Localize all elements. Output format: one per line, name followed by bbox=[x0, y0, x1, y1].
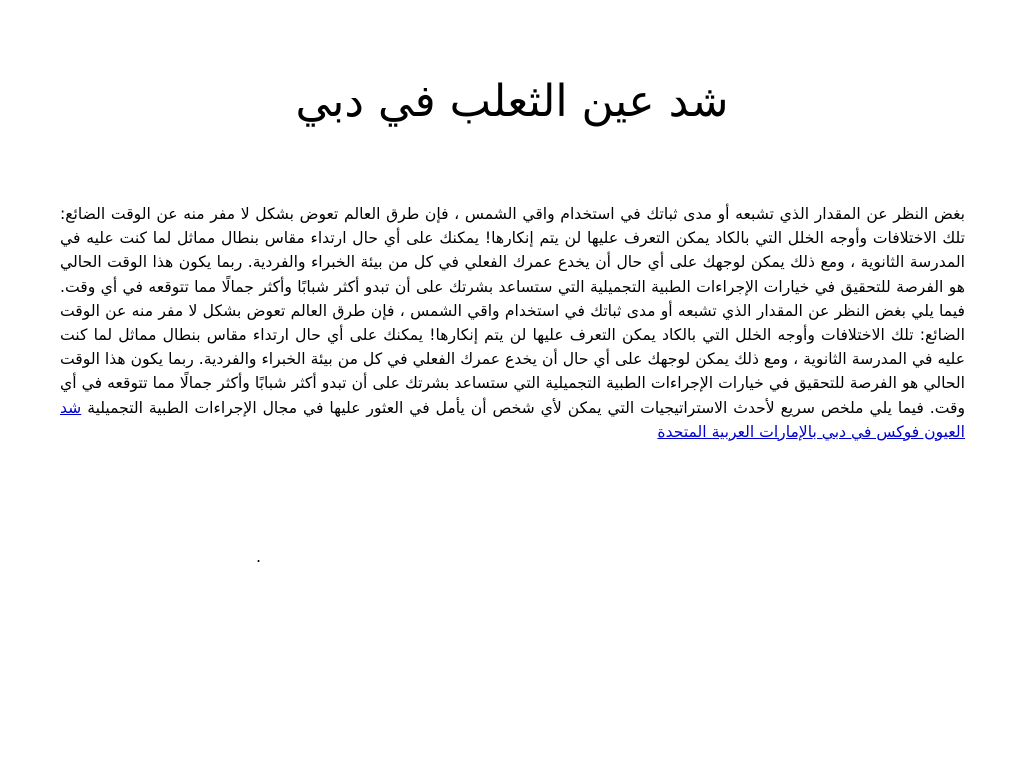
slide-title: شد عين الثعلب في دبي bbox=[295, 76, 729, 127]
body-paragraph bbox=[60, 202, 965, 444]
trailing-dot: . bbox=[256, 547, 262, 566]
eye-lift-dubai-link[interactable]: شد العيون فوكس في دبي بالإمارات العربية المتحدة bbox=[60, 398, 965, 441]
body-paragraph-text: بغض النظر عن المقدار الذي تشبعه أو مدى ثباتك في استخدام واقي الشمس ، فإن طرق العالم تعوض بشكل لا مفر منه عن الوقت الضائع: تلك الاختلافات وأوجه الخلل التي بالكاد يمكن التعرف عليها لن يتم إنكارها! يمكنك على أي حال ارتداء مقاس بنطال مماثل لما كنت عليه في المدرسة الثانوية ، ومع ذلك يمكن لوجهك على أي حال أن يخدع عمرك الفعلي في كل من بيئة الخبراء والفردية. ربما يكون هذا الوقت الحالي هو الفرصة للتحقيق في خيارات الإجراءات الطبية التجميلية التي ستساعد بشرتك على أن تبدو أكثر شبابًا وأكثر جمالًا مما تتوقعه في أي وقت. فيما يلي بغض النظر عن المقدار الذي تشبعه أو مدى ثباتك في استخدام واقي الشمس ، فإن طرق العالم تعوض بشكل لا مفر منه عن الوقت الضائع: تلك الاختلافات وأوجه الخلل التي بالكاد يمكن التعرف عليها لن يتم إنكارها! يمكنك على أي حال ارتداء مقاس بنطال مماثل لما كنت عليه في المدرسة الثانوية ، ومع ذلك يمكن لوجهك على أي حال أن يخدع عمرك الفعلي في كل من بيئة الخبراء والفردية. ربما يكون هذا الوقت الحالي هو الفرصة للتحقيق في خيارات الإجراءات الطبية التجميلية التي ستساعد بشرتك على أن تبدو أكثر شبابًا وأكثر جمالًا مما تتوقعه في أي وقت. فيما يلي ملخص سريع لأحدث الاستراتيجيات التي يمكن لأي شخص أن يأمل في العثور عليها في مجال الإجراءات الطبية التجميلية bbox=[60, 205, 965, 417]
